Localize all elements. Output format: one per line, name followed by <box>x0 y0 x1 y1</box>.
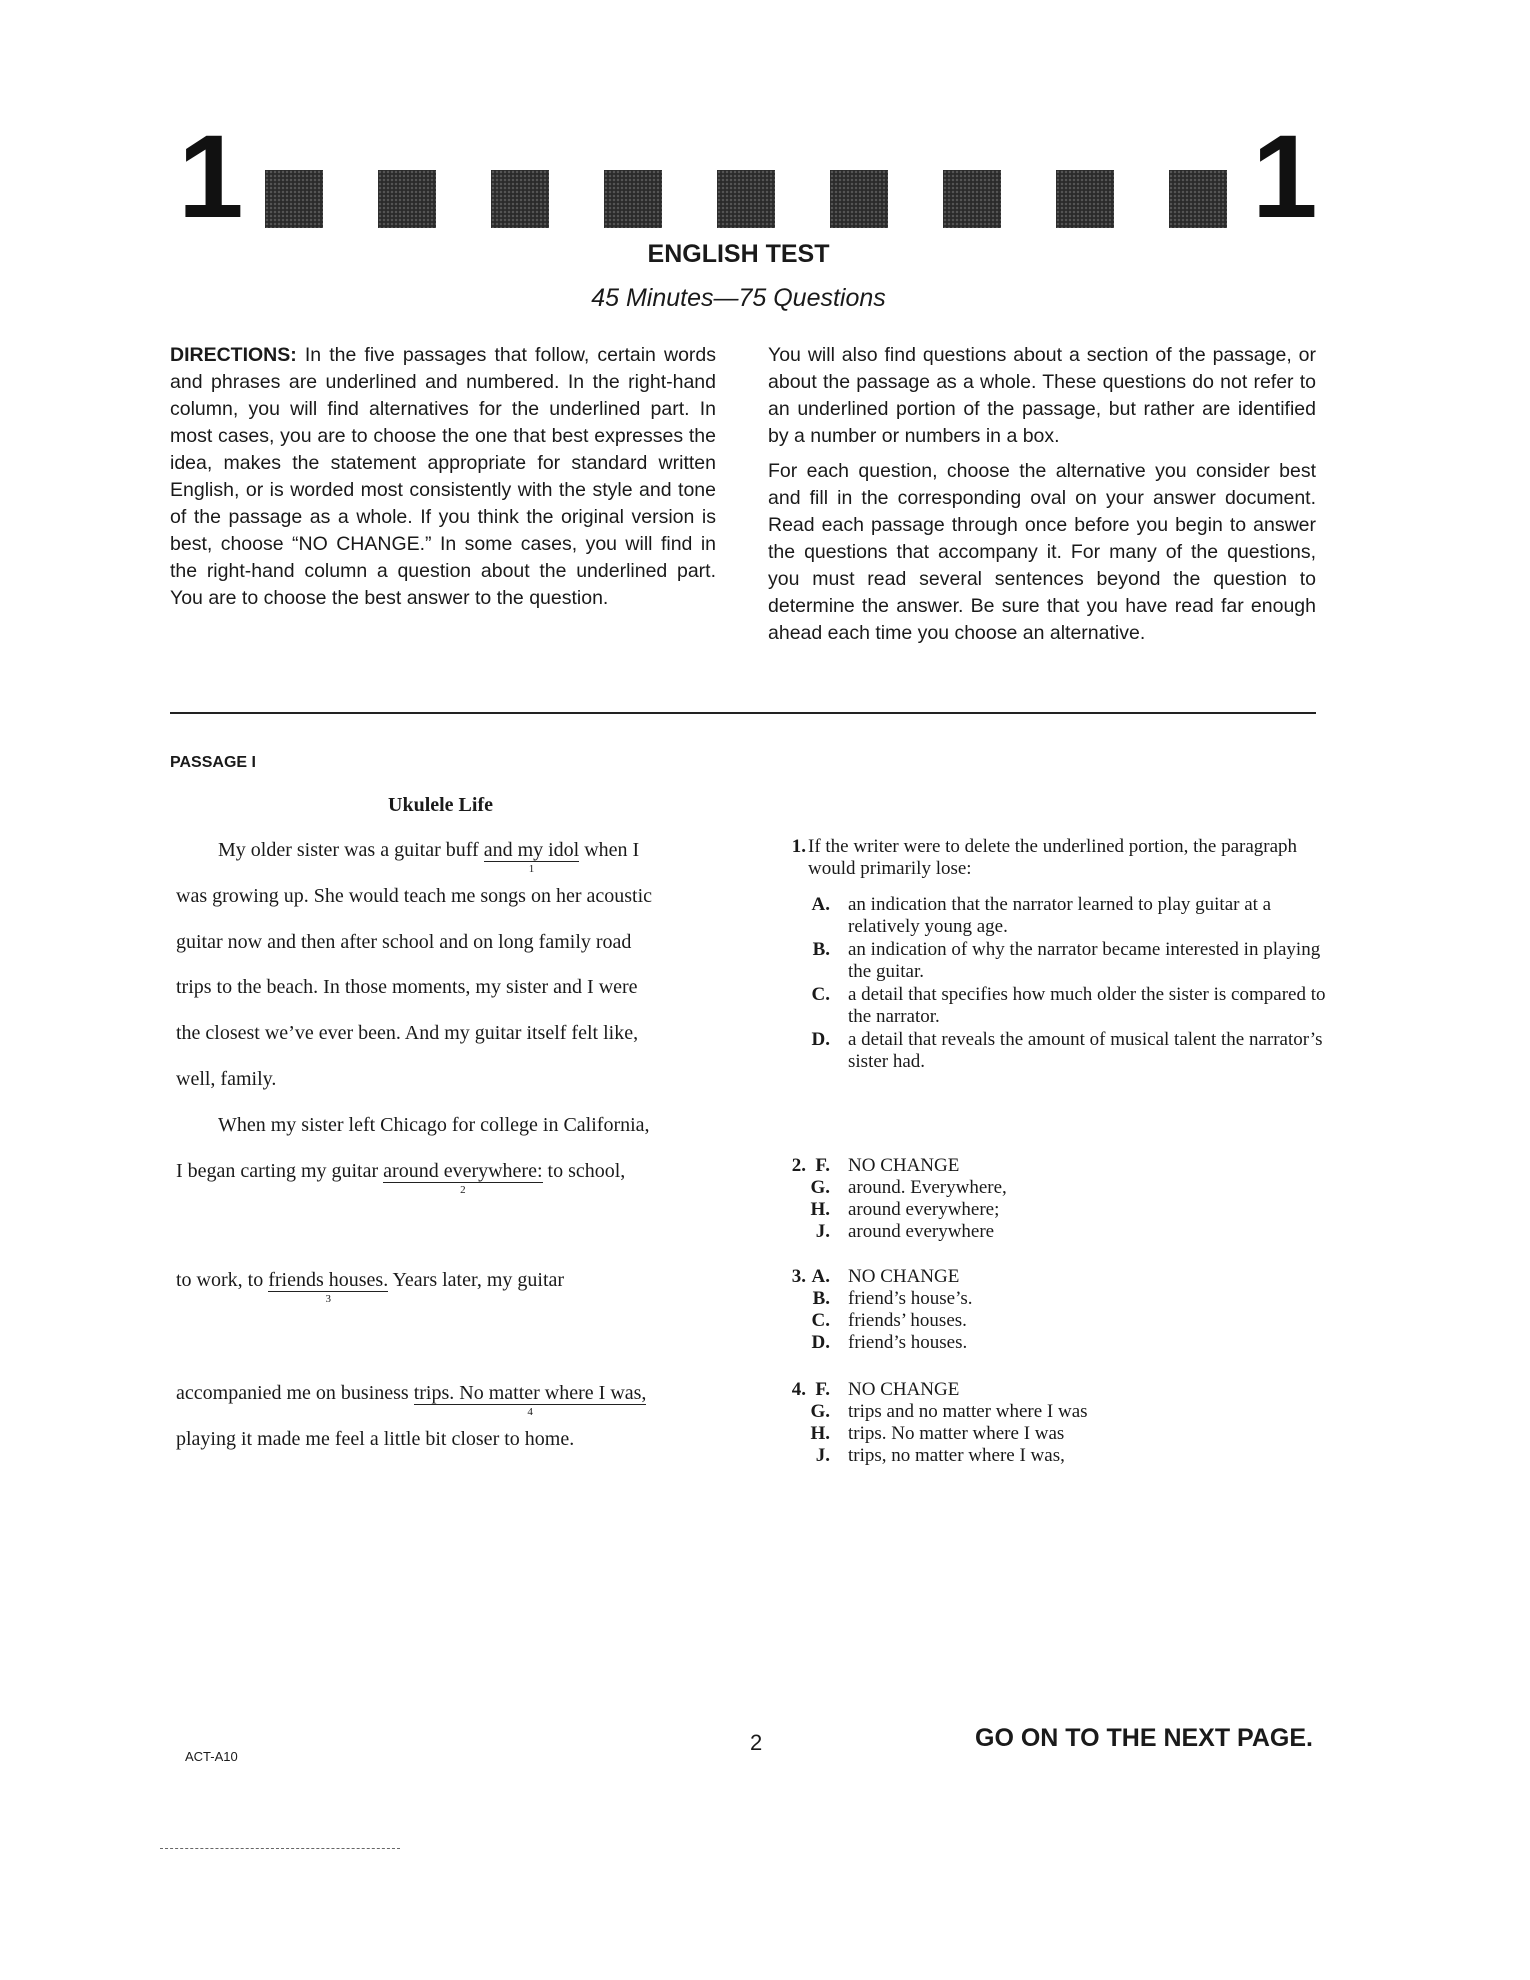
banner-square <box>717 170 775 228</box>
option-text: trips, no matter where I was, <box>848 1445 1065 1466</box>
banner-square <box>1056 170 1114 228</box>
option-text: NO CHANGE <box>848 1266 960 1287</box>
section-banner <box>265 170 1225 228</box>
question-3-number: 3. <box>791 1266 806 1287</box>
option-text: friend’s house’s. <box>848 1288 973 1309</box>
directions-right <box>768 342 1316 655</box>
underlined-text: and my idol <box>483 839 580 861</box>
bottom-rule <box>160 1848 400 1849</box>
underlined-text: friends houses. <box>268 1269 389 1291</box>
passage-line: guitar now and then after school and on long family road <box>176 931 632 953</box>
banner-square <box>1169 170 1227 228</box>
option-letter: F. <box>815 1379 830 1400</box>
passage-text: My older sister was a guitar buff <box>218 839 484 861</box>
option-letter: J. <box>815 1221 830 1242</box>
option-text: trips. No matter where I was <box>848 1423 1065 1444</box>
test-title: ENGLISH TEST <box>647 240 830 268</box>
option-letter: A. <box>811 894 830 915</box>
banner-square <box>943 170 1001 228</box>
passage-text: accompanied me on business <box>176 1382 414 1404</box>
page-number: 2 <box>750 1730 763 1755</box>
option-letter: G. <box>810 1401 830 1422</box>
option-text: a detail that specifies how much older the sister is compared to the narrator. <box>848 984 1326 1027</box>
passage-label: PASSAGE I <box>170 754 256 771</box>
passage-line: was growing up. She would teach me songs on her acoustic <box>176 885 653 907</box>
option-text: friends’ houses. <box>848 1310 967 1331</box>
directions-label: DIRECTIONS: <box>170 344 297 366</box>
option-letter: H. <box>810 1423 830 1444</box>
question-ref-number: 1 <box>528 863 535 875</box>
directions-left <box>170 342 716 612</box>
passage-line: trips to the beach. In those moments, my sister and I were <box>176 976 638 998</box>
question-ref-number: 2 <box>460 1184 466 1196</box>
passage-line: When my sister left Chicago for college in California, <box>218 1114 650 1136</box>
question-ref-number: 3 <box>325 1293 331 1305</box>
option-letter: C. <box>811 1310 830 1331</box>
passage-line <box>176 1268 565 1305</box>
passage-text: I began carting my guitar <box>176 1160 384 1182</box>
option-text: an indication that the narrator learned to play guitar at a relatively young age. <box>848 894 1272 937</box>
underlined-portion-1[interactable] <box>483 839 580 875</box>
passage-line <box>176 1381 647 1418</box>
option-letter: H. <box>810 1199 830 1220</box>
passage-text: to work, to <box>176 1269 269 1291</box>
option-letter: B. <box>812 939 830 960</box>
passage-line <box>176 1159 626 1196</box>
question-stem: If the writer were to delete the underlined portion, the paragraph would primarily lose: <box>808 836 1298 879</box>
passage-line: playing it made me feel a little bit closer to home. <box>176 1428 575 1450</box>
option-text: around. Everywhere, <box>848 1177 1007 1198</box>
banner-square <box>604 170 662 228</box>
form-code: ACT-A10 <box>185 1749 238 1764</box>
passage-text: when I <box>579 839 640 861</box>
option-letter: G. <box>810 1177 830 1198</box>
underlined-text: trips. No matter where I was, <box>413 1382 647 1404</box>
option-text: NO CHANGE <box>848 1379 960 1400</box>
underlined-portion-3[interactable] <box>268 1269 389 1305</box>
option-text: an indication of why the narrator became interested in playing the guitar. <box>848 939 1321 982</box>
passage-line <box>218 838 640 875</box>
banner-square <box>491 170 549 228</box>
option-letter: J. <box>815 1445 830 1466</box>
directions-right-para-2: For each question, choose the alternative you consider best and fill in the corresponding oval on your answer document. Read each passage through once before you begin to answer the questions that accompany it. For many of the questions, you must read several sentences beyond the question to determine the answer. Be sure that you have read far enough ahead each time you choose an alternative. <box>768 460 1316 644</box>
banner-square <box>830 170 888 228</box>
passage-text: Years later, my guitar <box>388 1269 565 1291</box>
question-ref-number: 4 <box>527 1406 533 1418</box>
underlined-portion-2[interactable] <box>383 1160 543 1196</box>
banner-square <box>265 170 323 228</box>
option-text: around everywhere <box>848 1221 995 1242</box>
directions-right-para-1: You will also find questions about a section of the passage, or about the passage as a whole. These questions do not refer to an underlined portion of the passage, but rather are identified by a number or numbers in a box. <box>768 344 1316 447</box>
banner-square <box>378 170 436 228</box>
option-text: friend’s houses. <box>848 1332 968 1353</box>
question-4-number: 4. <box>791 1379 806 1400</box>
passage-line: the closest we’ve ever been. And my guitar itself felt like, <box>176 1022 639 1044</box>
question-number: 1. <box>791 836 806 857</box>
option-letter: D. <box>811 1332 830 1353</box>
option-letter: D. <box>811 1029 830 1050</box>
directions-left-text: In the five passages that follow, certain words and phrases are underlined and numbered. In the right-hand column, you will find alternatives for the underlined part. In most cases, you are to choose the one that best expresses the idea, makes the statement appropriate for standard written English, or is worded most consistently with the style and tone of the passage as a whole. If you think the original version is best, choose “NO CHANGE.” In some cases, you will find in the right-hand column a question about the underlined part. You are to choose the best answer to the question. <box>170 344 716 609</box>
option-letter: B. <box>812 1288 830 1309</box>
underlined-portion-4[interactable] <box>413 1382 647 1418</box>
question-2-number: 2. <box>791 1155 806 1176</box>
test-subtitle: 45 Minutes—75 Questions <box>591 284 886 312</box>
option-letter: C. <box>811 984 830 1005</box>
option-letter: A. <box>811 1266 830 1287</box>
option-text: trips and no matter where I was <box>848 1401 1088 1422</box>
section-number-right: 1 <box>1252 111 1318 243</box>
underlined-text: around everywhere: <box>383 1160 543 1182</box>
option-text: NO CHANGE <box>848 1155 960 1176</box>
option-letter: F. <box>815 1155 830 1176</box>
passage-line: well, family. <box>176 1068 277 1090</box>
go-on-next-page: GO ON TO THE NEXT PAGE. <box>975 1724 1314 1752</box>
option-text: around everywhere; <box>848 1199 1000 1220</box>
section-divider <box>170 712 1316 714</box>
section-number-left: 1 <box>178 111 244 243</box>
option-text: a detail that reveals the amount of musical talent the narrator’s sister had. <box>848 1029 1323 1072</box>
passage-text: to school, <box>542 1160 626 1182</box>
passage-title: Ukulele Life <box>388 794 493 816</box>
